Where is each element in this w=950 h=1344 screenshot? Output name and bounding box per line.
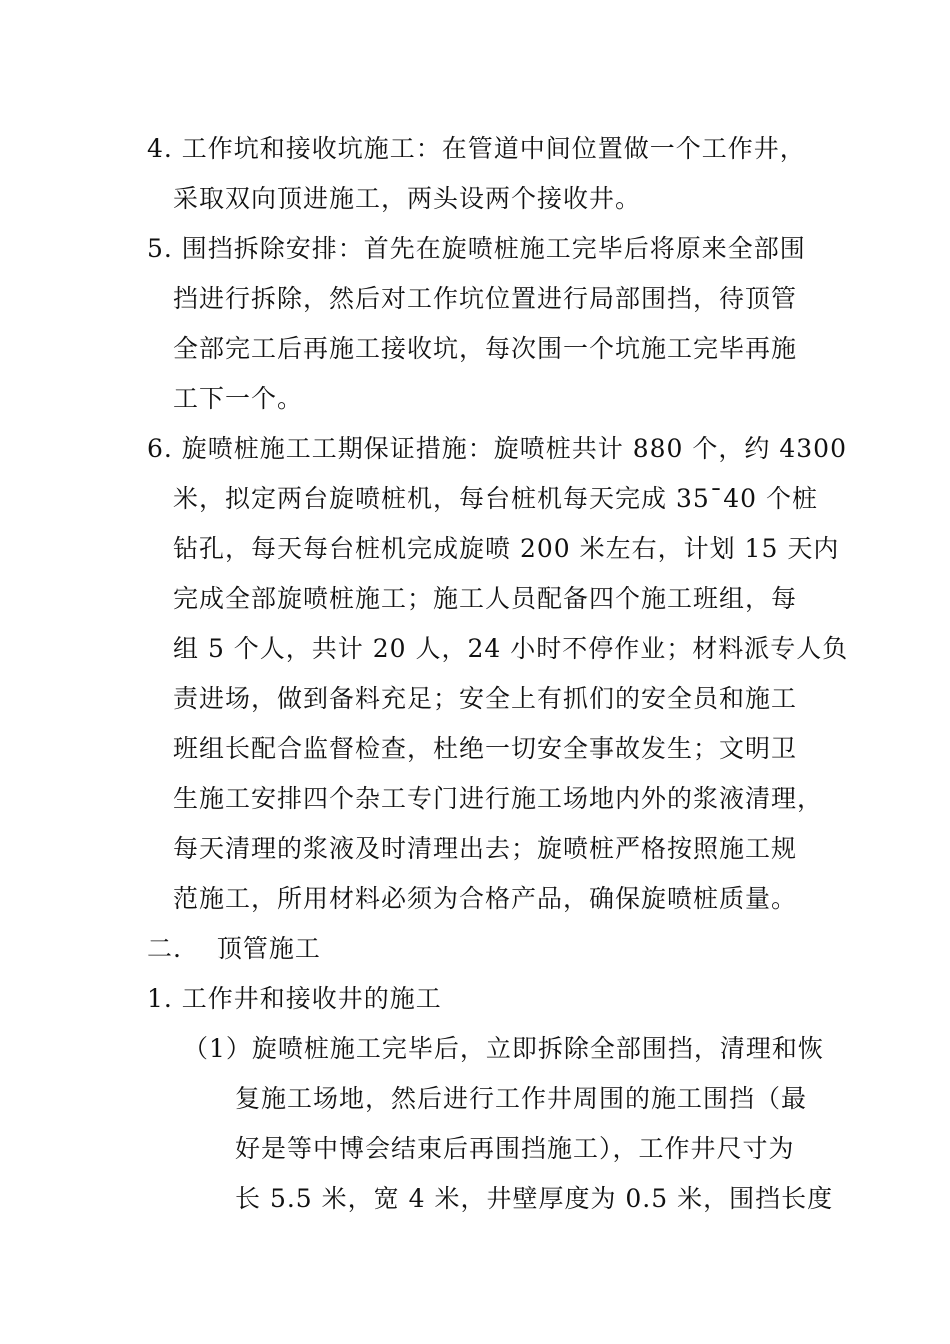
sub-item-1-line-1: （1）旋喷桩施工完毕后，立即拆除全部围挡，清理和恢 — [183, 1034, 824, 1063]
item-6-line-4: 完成全部旋喷桩施工；施工人员配备四个施工班组，每 — [173, 584, 798, 613]
item-6-line-2: 米，拟定两台旋喷桩机，每台桩机每天完成 35¯40 个桩 — [173, 484, 819, 513]
subsection-1-heading: 1. 工作井和接收井的施工 — [147, 984, 442, 1013]
sub-item-1-line-4: 长 5.5 米，宽 4 米，井壁厚度为 0.5 米，围挡长度 — [235, 1184, 834, 1213]
sub-item-1-line-2: 复施工场地，然后进行工作井周围的施工围挡（最 — [235, 1084, 808, 1113]
sub-item-1-line-3: 好是等中博会结束后再围挡施工），工作井尺寸为 — [235, 1134, 795, 1163]
item-4-line-2: 采取双向顶进施工，两头设两个接收井。 — [173, 184, 642, 213]
item-6-line-9: 每天清理的浆液及时清理出去；旋喷桩严格按照施工规 — [173, 834, 798, 863]
item-6-line-8: 生施工安排四个杂工专门进行施工场地内外的浆液清理， — [173, 784, 824, 813]
item-5-line-2: 挡进行拆除，然后对工作坑位置进行局部围挡，待顶管 — [173, 284, 798, 313]
item-6-line-5: 组 5 个人，共计 20 人，24 小时不停作业；材料派专人负 — [173, 634, 849, 663]
item-6-line-7: 班组长配合监督检查，杜绝一切安全事故发生；文明卫 — [173, 734, 798, 763]
section-two-heading: 二. 顶管施工 — [147, 934, 321, 963]
item-6-line-6: 责进场，做到备料充足；安全上有抓们的安全员和施工 — [173, 684, 798, 713]
item-4-line-1: 4. 工作坑和接收坑施工：在管道中间位置做一个工作井， — [147, 134, 806, 163]
item-5-line-4: 工下一个。 — [173, 384, 304, 413]
item-6-line-10: 范施工，所用材料必须为合格产品，确保旋喷桩质量。 — [173, 884, 798, 913]
item-5-line-3: 全部完工后再施工接收坑，每次围一个坑施工完毕再施 — [173, 334, 798, 363]
item-6-line-3: 钻孔，每天每台桩机完成旋喷 200 米左右，计划 15 天内 — [173, 534, 840, 563]
item-6-line-1: 6. 旋喷桩施工工期保证措施：旋喷桩共计 880 个，约 4300 — [147, 434, 847, 463]
item-5-line-1: 5. 围挡拆除安排：首先在旋喷桩施工完毕后将原来全部围 — [147, 234, 806, 263]
